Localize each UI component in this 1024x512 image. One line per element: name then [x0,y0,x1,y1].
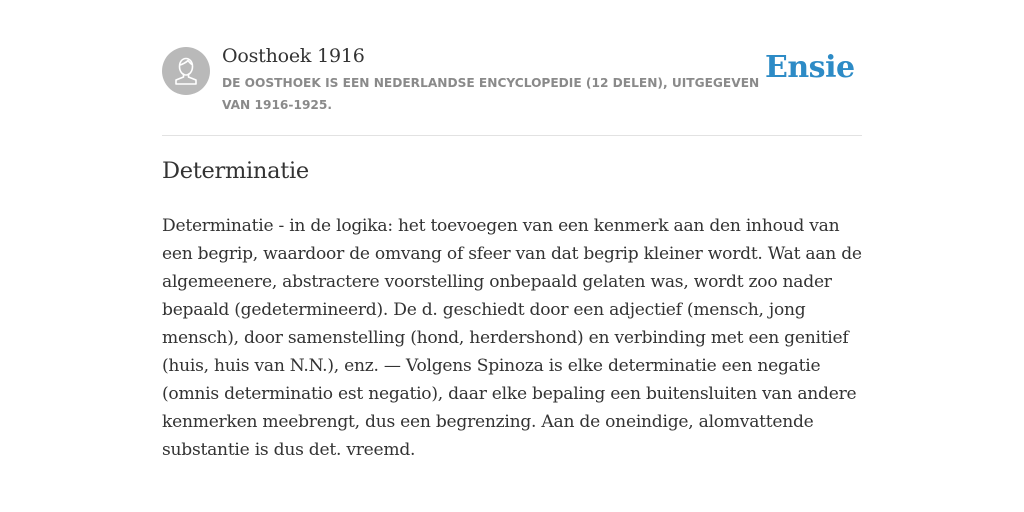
entry-body: Determinatie - in de logika: het toevoegen van een kenmerk aan den inhoud van een begrip, waardoor de omvang of sfeer van dat begrip kleiner wordt. Wat aan de algemeenere, abstractere voorstelling onbepaald gelaten was, wordt zoo nader bepaald (gedetermineerd). De d. geschiedt door een adjectief (mensch, jong mensch), door samenstelling (hond, herdershond) en verbinding met een genitief (huis, huis van N.N.), enz. — Volgens Spinoza is elke determinatie een negatie (omnis determinatio est negatio), daar elke bepaling een buitensluiten van andere kenmerken meebrengt, dus een begrenzing. Aan de oneindige, alomvattende substantie is dus det. vreemd. [162,216,862,460]
page [162,0,862,460]
source-title[interactable]: Oosthoek 1916 [222,45,365,67]
entry-title: Determinatie [162,158,309,184]
user-icon [162,47,210,95]
source-header [162,0,862,136]
ensie-logo[interactable]: Ensie [765,50,855,85]
source-description: DE OOSTHOEK IS EEN NEDERLANDSE ENCYCLOPEDIE (12 DELEN), UITGEGEVEN VAN 1916-1925. [222,76,760,112]
